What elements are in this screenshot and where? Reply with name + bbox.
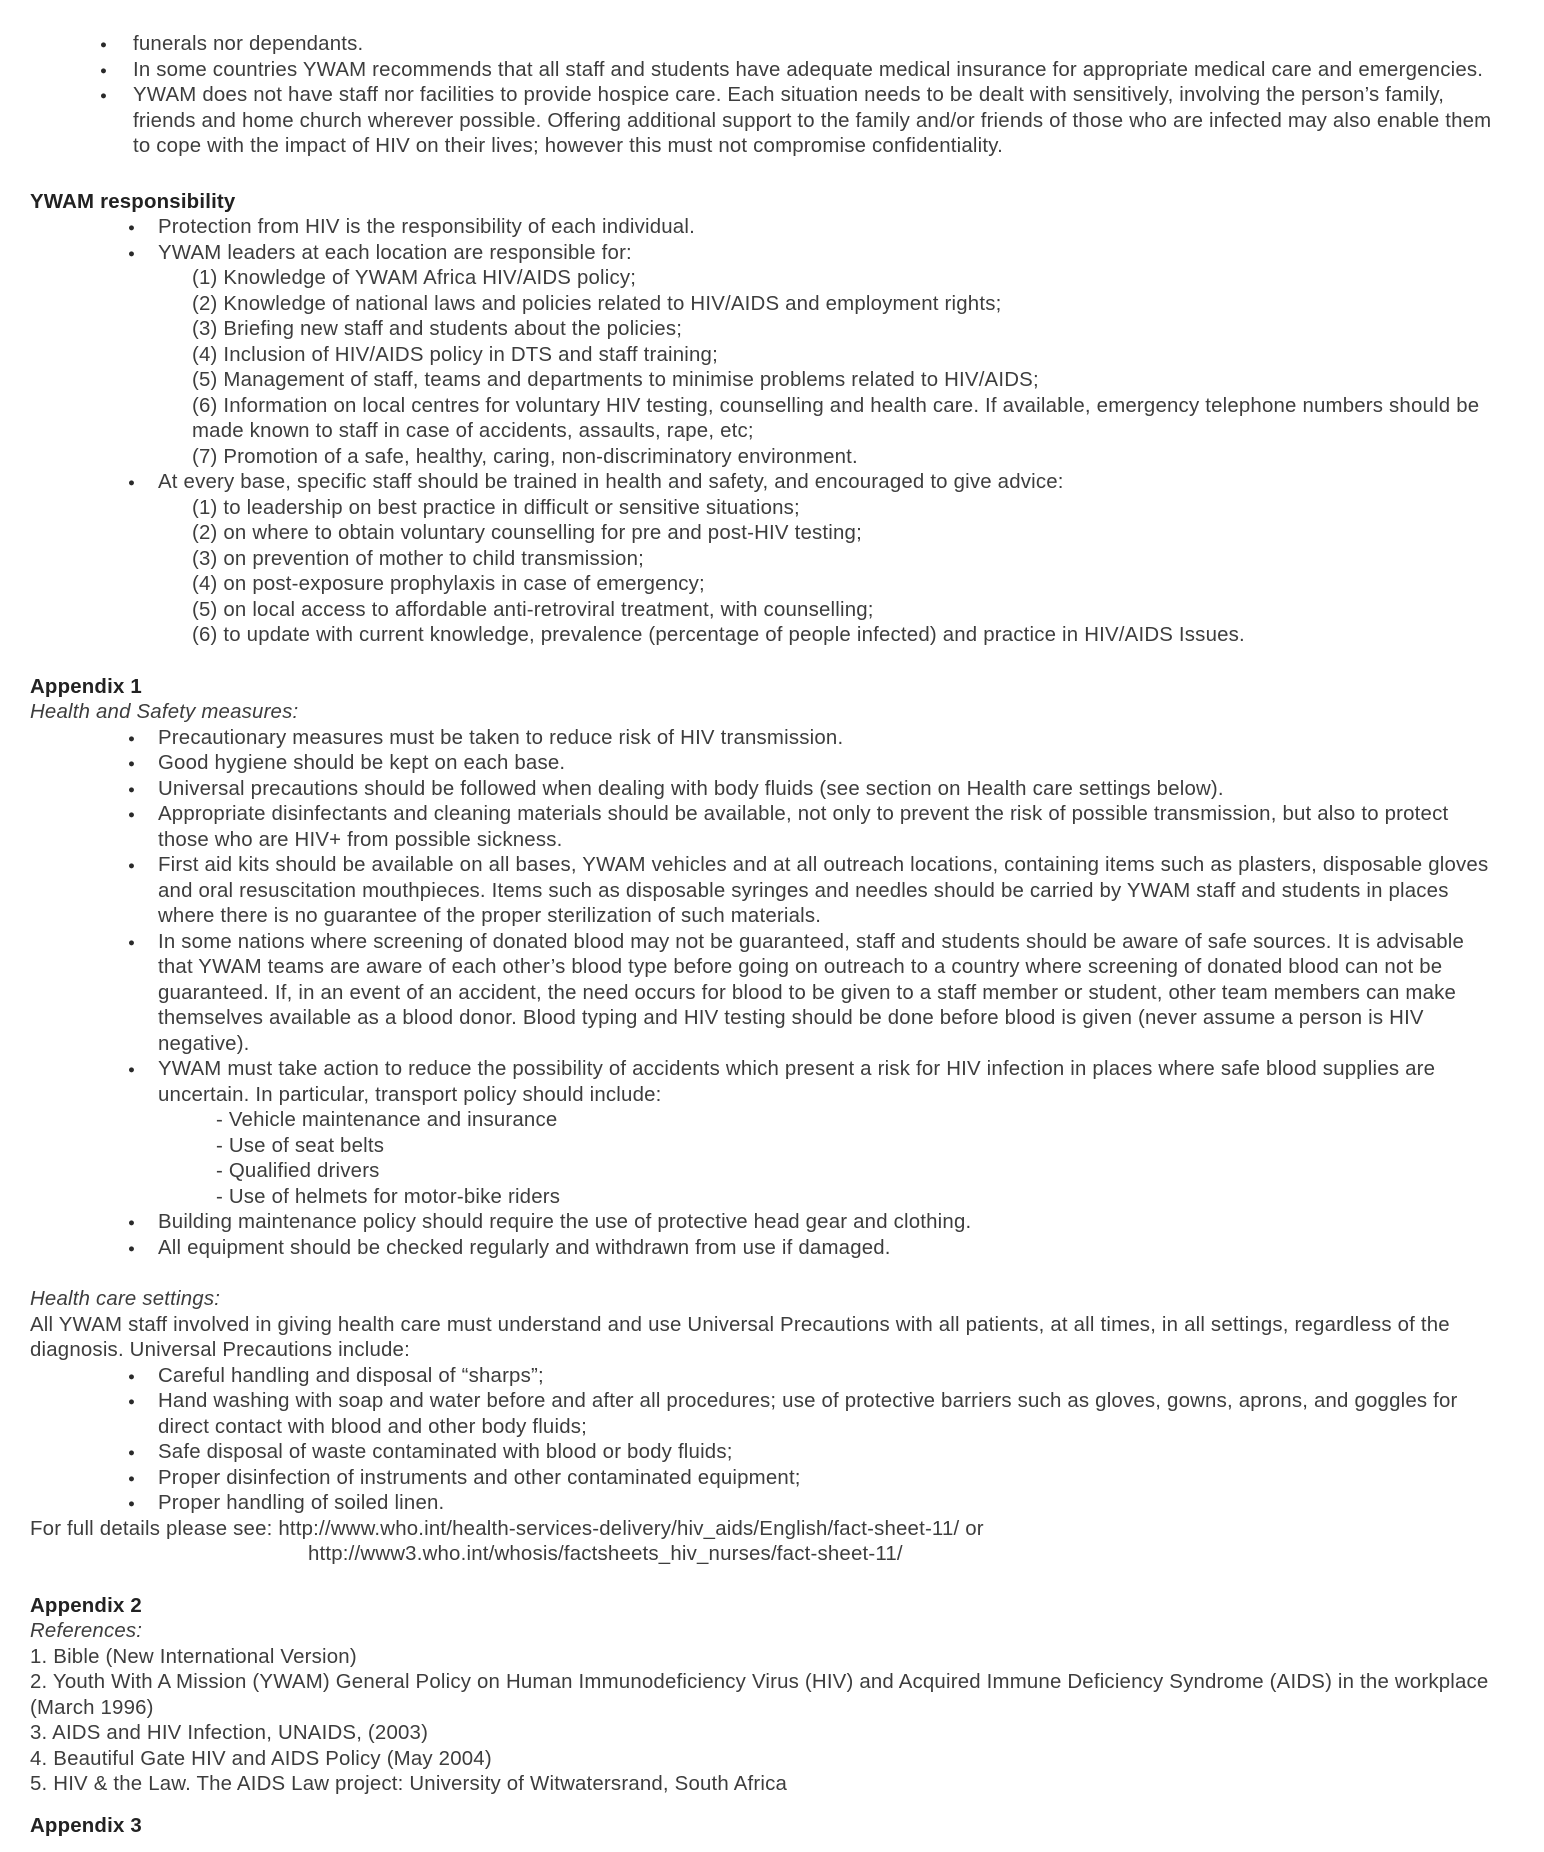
bullet-icon xyxy=(128,242,135,268)
numbered-subitem: (2) on where to obtain voluntary counselling for pre and post-HIV testing; xyxy=(192,522,862,544)
bullet-list xyxy=(30,726,1500,1262)
list-item xyxy=(30,1491,1500,1517)
bullet-icon xyxy=(128,778,135,804)
list-item-text: Safe disposal of waste contaminated with blood or body fluids; xyxy=(158,1441,733,1463)
list-item xyxy=(30,853,1500,930)
list-item xyxy=(30,83,1500,160)
list-item xyxy=(30,1389,1500,1440)
numbered-subitem: (1) to leadership on best practice in difficult or sensitive situations; xyxy=(192,496,800,519)
list-item-text: At every base, specific staff should be trained in health and safety, and encouraged to give advice: xyxy=(158,471,1064,493)
list-item xyxy=(30,58,1500,84)
bullet-icon xyxy=(128,1237,135,1263)
paragraph: 5. HIV & the Law. The AIDS Law project: University of Witwatersrand, South Africa xyxy=(30,1773,788,1795)
numbered-subitem: (5) Management of staff, teams and departments to minimise problems related to HIV/AIDS; xyxy=(192,369,1039,391)
list-item-text: Hand washing with soap and water before and after all procedures; use of protective barriers such as gloves, gowns, aprons, and goggles for direct contact with blood and other body fluids; xyxy=(158,1390,1458,1438)
list-item-text: Universal precautions should be followed when dealing with body fluids (see section on Health care settings below). xyxy=(158,777,1224,800)
list-item xyxy=(30,726,1500,752)
bullet-icon xyxy=(128,1058,135,1084)
numbered-subitem: (7) Promotion of a safe, healthy, caring, non-discriminatory environment. xyxy=(192,445,858,468)
bullet-icon xyxy=(128,803,135,829)
list-item-text: Building maintenance policy should require the use of protective head gear and clothing. xyxy=(158,1211,972,1233)
section-heading: Appendix 3 xyxy=(30,1814,142,1837)
numbered-subitem: (1) Knowledge of YWAM Africa HIV/AIDS policy; xyxy=(192,267,637,289)
bullet-icon xyxy=(100,59,107,85)
italic-subheading: Health and Safety measures: xyxy=(30,701,299,723)
dash-subitem: - Vehicle maintenance and insurance xyxy=(216,1109,558,1131)
paragraph: 1. Bible (New International Version) xyxy=(30,1645,357,1668)
bullet-list xyxy=(30,32,1500,160)
list-item-text: In some nations where screening of donated blood may not be guaranteed, staff and students should be aware of safe sources. It is advisable that YWAM teams are aware of each other’s blood type before going on outreach to a country where screening of donated blood can not be guaranteed. If, in an event of an accident, the need occurs for blood to be given to a staff member or student, other team members can make themselves available as a blood donor. Blood typing and HIV testing should be done before blood is given (never assume a person is HIV negative). xyxy=(158,930,1465,1055)
list-item-text: Good hygiene should be kept on each base. xyxy=(158,752,566,774)
bullet-icon xyxy=(128,1441,135,1467)
list-item-text: YWAM does not have staff nor facilities to provide hospice care. Each situation needs to be dealt with sensitively, involving the person’s family, friends and home church wherever possible. Offering additional support to the family and/or friends of those who are infected may also enable them to cope with the impact of HIV on their lives; however this must not compromise confidentiality. xyxy=(133,84,1492,157)
list-item-text: funerals nor dependants. xyxy=(133,33,364,55)
italic-subheading: References: xyxy=(30,1620,143,1642)
section-heading: Appendix 1 xyxy=(30,675,142,698)
bullet-icon xyxy=(128,1467,135,1493)
bullet-icon xyxy=(128,931,135,957)
list-item xyxy=(30,1440,1500,1466)
numbered-subitem: (2) Knowledge of national laws and policies related to HIV/AIDS and employment rights; xyxy=(192,292,1002,315)
paragraph: 4. Beautiful Gate HIV and AIDS Policy (May 2004) xyxy=(30,1747,492,1770)
bullet-icon xyxy=(128,1211,135,1237)
list-item xyxy=(30,751,1500,777)
paragraph: All YWAM staff involved in giving health care must understand and use Universal Precautions with all patients, at all times, in all settings, regardless of the diagnosis. Universal Precautions include: xyxy=(30,1313,1450,1361)
list-item-text: In some countries YWAM recommends that all staff and students have adequate medical insurance for appropriate medical care and emergencies. xyxy=(133,58,1484,81)
list-item xyxy=(30,777,1500,803)
list-item-text: Careful handling and disposal of “sharps”; xyxy=(158,1364,544,1387)
url-line: http://www3.who.int/whosis/factsheets_hiv_nurses/fact-sheet-11/ xyxy=(308,1543,903,1565)
dash-subitem: - Qualified drivers xyxy=(216,1160,380,1182)
italic-subheading: Health care settings: xyxy=(30,1288,221,1310)
bullet-icon xyxy=(128,471,135,497)
bullet-list xyxy=(30,1364,1500,1517)
list-item-text: YWAM must take action to reduce the possibility of accidents which present a risk for HIV infection in places where safe blood supplies are uncertain. In particular, transport policy should include: xyxy=(158,1058,1436,1106)
list-item xyxy=(30,1364,1500,1390)
paragraph: For full details please see: http://www.who.int/health-services-delivery/hiv_aids/English/fact-sheet-11/ or xyxy=(30,1517,984,1540)
list-item-text: YWAM leaders at each location are responsible for: xyxy=(158,241,632,264)
list-item xyxy=(30,241,1500,267)
numbered-subitem: (3) on prevention of mother to child transmission; xyxy=(192,547,645,570)
list-item xyxy=(30,1057,1500,1108)
list-item xyxy=(30,1236,1500,1262)
bullet-icon xyxy=(128,727,135,753)
section-heading: Appendix 2 xyxy=(30,1594,142,1617)
numbered-subitem: (4) on post-exposure prophylaxis in case of emergency; xyxy=(192,573,705,595)
paragraph: 2. Youth With A Mission (YWAM) General Policy on Human Immunodeficiency Virus (HIV) and Acquired Immune Deficiency Syndrome (AIDS) in the workplace (March 1996) xyxy=(30,1671,1489,1719)
dash-subitem: - Use of helmets for motor-bike riders xyxy=(216,1185,561,1208)
paragraph: 3. AIDS and HIV Infection, UNAIDS, (2003) xyxy=(30,1722,429,1744)
bullet-icon xyxy=(128,216,135,242)
numbered-subitem: (4) Inclusion of HIV/AIDS policy in DTS and staff training; xyxy=(192,343,718,366)
list-item xyxy=(30,930,1500,1058)
list-item-text: Proper disinfection of instruments and other contaminated equipment; xyxy=(158,1466,801,1489)
numbered-subitem: (6) to update with current knowledge, prevalence (percentage of people infected) and practice in HIV/AIDS Issues. xyxy=(192,624,1245,646)
bullet-icon xyxy=(128,1390,135,1416)
list-item-text: All equipment should be checked regularly and withdrawn from use if damaged. xyxy=(158,1236,891,1259)
list-item-text: Precautionary measures must be taken to reduce risk of HIV transmission. xyxy=(158,726,844,749)
list-item xyxy=(30,470,1500,496)
list-item xyxy=(30,215,1500,241)
dash-subitem: - Use of seat belts xyxy=(216,1134,385,1157)
list-item xyxy=(30,1210,1500,1236)
bullet-icon xyxy=(128,1492,135,1518)
numbered-subitem: (3) Briefing new staff and students about the policies; xyxy=(192,318,683,340)
section-heading: YWAM responsibility xyxy=(30,190,236,213)
list-item-text: Protection from HIV is the responsibility of each individual. xyxy=(158,216,695,238)
bullet-icon xyxy=(128,752,135,778)
bullet-icon xyxy=(128,1365,135,1391)
bullet-icon xyxy=(100,84,107,110)
list-item-text: Appropriate disinfectants and cleaning materials should be available, not only to prevent the risk of possible transmission, but also to protect those who are HIV+ from possible sickness. xyxy=(158,803,1449,851)
bullet-icon xyxy=(100,33,107,59)
list-item-text: Proper handling of soiled linen. xyxy=(158,1492,445,1514)
list-item xyxy=(30,32,1500,58)
numbered-subitem: (6) Information on local centres for voluntary HIV testing, counselling and health care. If available, emergency telephone numbers should be made known to staff in case of accidents, assaults, rape, etc; xyxy=(192,394,1480,442)
bullet-icon xyxy=(128,854,135,880)
numbered-subitem: (5) on local access to affordable anti-retroviral treatment, with counselling; xyxy=(192,598,874,621)
list-item-text: First aid kits should be available on all bases, YWAM vehicles and at all outreach locations, containing items such as plasters, disposable gloves and oral resuscitation mouthpieces. Items such as disposable syringes and needles should be carried by YWAM staff and students in places where there is no guarantee of the proper sterilization of such materials. xyxy=(158,854,1489,927)
list-item xyxy=(30,802,1500,853)
list-item xyxy=(30,1466,1500,1492)
bullet-list xyxy=(30,215,1500,649)
